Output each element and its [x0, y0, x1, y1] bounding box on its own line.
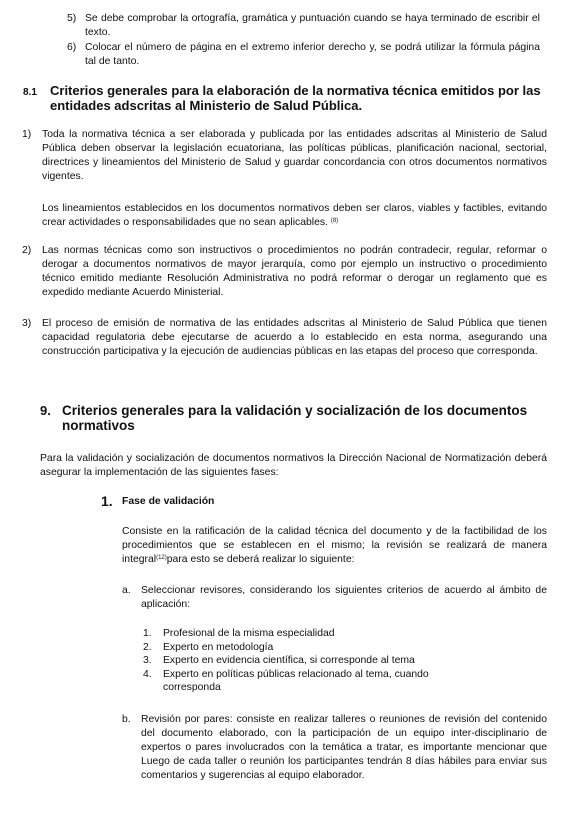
section-9-intro: Para la validación y socialización de documentos normativos la Dirección Nacional de Normatización deberá asegurar la implementación de las siguientes fases:	[40, 453, 547, 478]
list-item	[143, 627, 343, 641]
list-item	[143, 654, 463, 668]
item-number: 2)	[22, 245, 32, 256]
item-number: 1)	[22, 129, 32, 140]
item-text: Colocar el número de página en el extremo inferior derecho y, se podrá utilizar la fórmula página tal de tanto.	[85, 42, 540, 67]
item-number: 3)	[22, 318, 32, 329]
fase-1-description	[122, 525, 547, 567]
s8-item-1-continuation	[42, 202, 547, 230]
list-text: Experto en evidencia científica, si corresponde al tema	[163, 655, 415, 666]
item-text: El proceso de emisión de normativa de las entidades adscritas al Ministerio de Salud Pública que tienen capacidad regulatoria debe ejecutarse de acuerdo a lo establecido en esta norma, asegurando una construcción participativa y la ejecución de audiencias públicas en las etapas del proceso que corresponda.	[42, 318, 547, 357]
item-text: Las normas técnicas como son instructivos o procedimientos no podrán contradecir, regular, reformar o derogar a documentos normativos de mayor jerarquía, como por ejemplo un instructivo o procedimiento técnico emitido mediante Resolución Administrativa no podrá reformar o derogar un reglamento que es expedido mediante Acuerdo Ministerial.	[42, 245, 547, 298]
fase-1-text-b: para esto se deberá realizar lo siguiente:	[166, 554, 355, 565]
item-a-text: Seleccionar revisores, considerando los siguientes criterios de acuerdo al ámbito de aplicación:	[141, 585, 547, 610]
item-number: 6)	[67, 42, 77, 53]
section-8-1-number: 8.1	[23, 87, 37, 98]
list-number: 1.	[143, 628, 152, 639]
item-number: 5)	[67, 13, 77, 24]
citation-marker: (8)	[330, 218, 339, 224]
section-9-number: 9.	[40, 403, 51, 418]
list-number: 4.	[143, 668, 152, 680]
list-item	[143, 641, 343, 655]
item-a-letter: a.	[122, 585, 131, 596]
item-text	[42, 202, 547, 230]
item-b-text: Revisión por pares: consiste en realizar talleres o reuniones de revisión del contenido del documento elaborado, con la participación de un equipo inter-disciplinario de expertos o pares involucrados con la temática a tratar, es importante mencionar que Luego de cada taller o reunión los participantes tendrán 8 días hábiles para enviar sus comentarios y sugerencias al equipo elaborador.	[141, 714, 547, 781]
fase-1-label: Fase de validación	[122, 496, 215, 507]
item-text: Toda la normativa técnica a ser elaborada y publicada por las entidades adscritas al Ministerio de Salud Pública deben observar la legislación ecuatoriana, las políticas públicas, planificación nacional, sectorial, directrices y lineamientos del Ministerio de Salud y guardar concordancia con otros documentos normativos vigentes.	[42, 129, 547, 182]
section-9-title: Criterios generales para la validación y socialización de los documentos normativos	[62, 403, 528, 433]
list-item	[143, 668, 443, 695]
section-8-1-title: Criterios generales para la elaboración de la normativa técnica emitidos por las entidades adscritas al Ministerio de Salud Pública.	[50, 83, 541, 113]
item-b-letter: b.	[122, 714, 131, 725]
fase-1-number: 1.	[101, 493, 113, 509]
list-number: 2.	[143, 641, 152, 653]
fase-1-text	[122, 525, 547, 567]
list-text: Profesional de la misma especialidad	[163, 628, 335, 639]
item-text: Se debe comprobar la ortografía, gramática y puntuación cuando se haya terminado de escribir el texto.	[85, 13, 540, 38]
list-text: Experto en políticas públicas relacionado al tema, cuando corresponda	[163, 668, 429, 693]
list-text: Experto en metodología	[163, 641, 274, 653]
fase-1-text-a: Consiste en la ratificación de la calidad técnica del documento y de la factibilidad de los procedimientos que se establecen en el mismo; la revisión se realizará de manera integral	[122, 526, 547, 565]
list-number: 3.	[143, 655, 152, 666]
item-text-body: Los lineamientos establecidos en los documentos normativos deben ser claros, viables y factibles, evitando crear actividades o responsabilidades que no sean aplicables.	[42, 203, 547, 228]
item-a-sublist	[143, 627, 429, 695]
citation-marker: (12)	[156, 555, 167, 561]
